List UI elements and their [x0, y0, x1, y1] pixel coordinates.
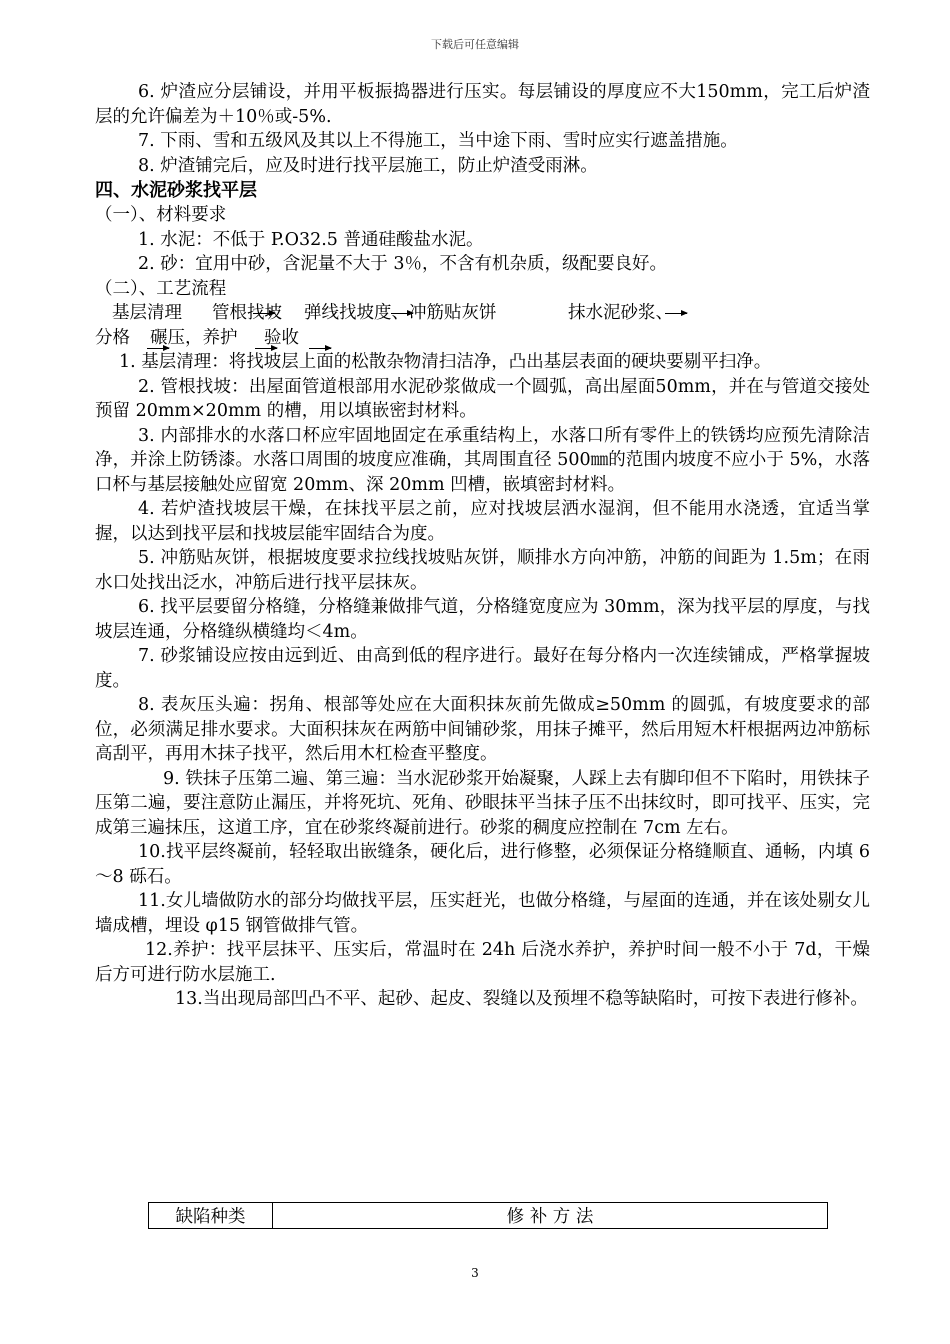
flow-arrow: [665, 313, 687, 314]
flow-arrow: [309, 348, 331, 349]
step-paragraph: 9. 铁抹子压第二遍、第三遍：当水泥砂浆开始凝聚，人踩上去有脚印但不下陷时，用铁抹子压第二遍，要注意防止漏压，并将死坑、死角、砂眼抹平当抹子压不出抹纹时，即可找平、压实，完成第三遍抹压，这道工序，宜在砂浆终凝前进行。砂浆的稠度应控制在 7cm 左右。: [95, 768, 870, 838]
material-item: 2. 砂：宜用中砂，含泥量不大于 3％，不含有机杂质，级配要良好。: [138, 254, 667, 274]
document-body: [95, 80, 870, 1012]
flow-step: 碾压，养护: [150, 327, 238, 348]
flow-arrow: [255, 348, 277, 349]
process-flow-line-1: [95, 301, 870, 326]
flow-step: 基层清理: [112, 303, 182, 323]
paragraph: 6. 炉渣应分层铺设，并用平板振捣器进行压实。每层铺设的厚度应不大150mm，完工后炉渣层的允许偏差为＋10％或-5%.: [95, 82, 870, 127]
subsection-title: （一）、材料要求: [95, 205, 227, 225]
step-paragraph: 1. 基层清理：将找坡层上面的松散杂物清扫洁净，凸出基层表面的硬块要剔平扫净。: [119, 352, 772, 372]
flow-arrow: [253, 313, 275, 314]
flow-step: 抹水泥砂浆、: [568, 303, 673, 323]
step-paragraph: 6. 找平层要留分格缝，分格缝兼做排气道，分格缝宽度应为 30mm，深为找平层的厚度，与找坡层连通，分格缝纵横缝均＜4m。: [95, 597, 870, 642]
step-paragraph: 10.找平层终凝前，轻轻取出嵌缝条，硬化后，进行修整，必须保证分格缝顺直、通畅，内填 6～8 砾石。: [95, 842, 870, 887]
table-header-row: [149, 1203, 828, 1229]
page-header: 下载后可任意编辑: [431, 38, 519, 51]
section-title: 四、水泥砂浆找平层: [95, 180, 257, 201]
flow-step: 弹线找坡度、冲筋贴灰饼: [304, 303, 497, 323]
step-paragraph: 7. 砂浆铺设应按由远到近、由高到低的程序进行。最好在每分格内一次连续铺成，严格掌握坡度。: [95, 646, 870, 691]
subsection-title: （二）、工艺流程: [95, 278, 227, 299]
flow-step: 验收: [264, 327, 299, 348]
step-paragraph: 2. 管根找坡：出屋面管道根部用水泥砂浆做成一个圆弧，高出屋面50mm，并在与管道交接处预留 20mm×20mm 的槽，用以填嵌密封材料。: [95, 376, 870, 421]
page-number: 3: [471, 1266, 479, 1280]
paragraph: 8. 炉渣铺完后，应及时进行找平层施工，防止炉渣受雨淋。: [138, 155, 598, 176]
flow-arrow: [147, 348, 169, 349]
step-paragraph: 5. 冲筋贴灰饼，根据坡度要求拉线找坡贴灰饼，顺排水方向冲筋，冲筋的间距为 1.5m；在雨水口处找出泛水，冲筋后进行找平层抹灰。: [95, 548, 870, 593]
material-item: 1. 水泥：不低于 P.O32.5 普通硅酸盐水泥。: [138, 229, 484, 250]
step-paragraph: 3. 内部排水的水落口杯应牢固地固定在承重结构上，水落口所有零件上的铁锈均应预先清除洁净，并涂上防锈漆。水落口周围的坡度应准确，其周围直径 500㎜的范围内坡度不应小于 5%，水落口杯与基层接触处应留宽 20mm、深 20mm 凹槽，嵌填密封材料。: [95, 425, 870, 495]
step-paragraph: 11.女儿墙做防水的部分均做找平层，压实赶光，也做分格缝，与屋面的连通，并在该处剔女儿墙成槽，埋设 φ15 钢管做排气管。: [95, 891, 870, 936]
flow-step: 管根找坡: [212, 303, 282, 323]
process-flow-line-2: [95, 326, 870, 351]
table-header-cell: 缺陷种类: [149, 1203, 273, 1229]
defect-repair-table: [148, 1202, 828, 1229]
step-paragraph: 13.当出现局部凹凸不平、起砂、起皮、裂缝以及预埋不稳等缺陷时，可按下表进行修补。: [175, 989, 868, 1009]
flow-step: 分格: [95, 327, 130, 348]
step-paragraph: 8. 表灰压头遍：拐角、根部等处应在大面积抹灰前先做成≥50mm 的圆弧，有坡度要求的部位，必须满足排水要求。大面积抹灰在两筋中间铺砂浆，用抹子摊平，然后用短木杆根据两边冲筋标高刮平，再用木抹子找平，然后用木杠检查平整度。: [95, 695, 870, 764]
flow-arrow: [391, 313, 413, 314]
table-header-cell: 修 补 方 法: [273, 1203, 828, 1229]
step-paragraph: 4. 若炉渣找坡层干燥，在抹找平层之前，应对找坡层洒水湿润，但不能用水浇透，宜适当掌握，以达到找平层和找坡层能牢固结合为度。: [95, 499, 870, 544]
paragraph: 7. 下雨、雪和五级风及其以上不得施工，当中途下雨、雪时应实行遮盖措施。: [138, 131, 738, 151]
step-paragraph: 12.养护：找平层抹平、压实后，常温时在 24h 后浇水养护，养护时间一般不小于 7d，干燥后方可进行防水层施工.: [95, 940, 870, 985]
